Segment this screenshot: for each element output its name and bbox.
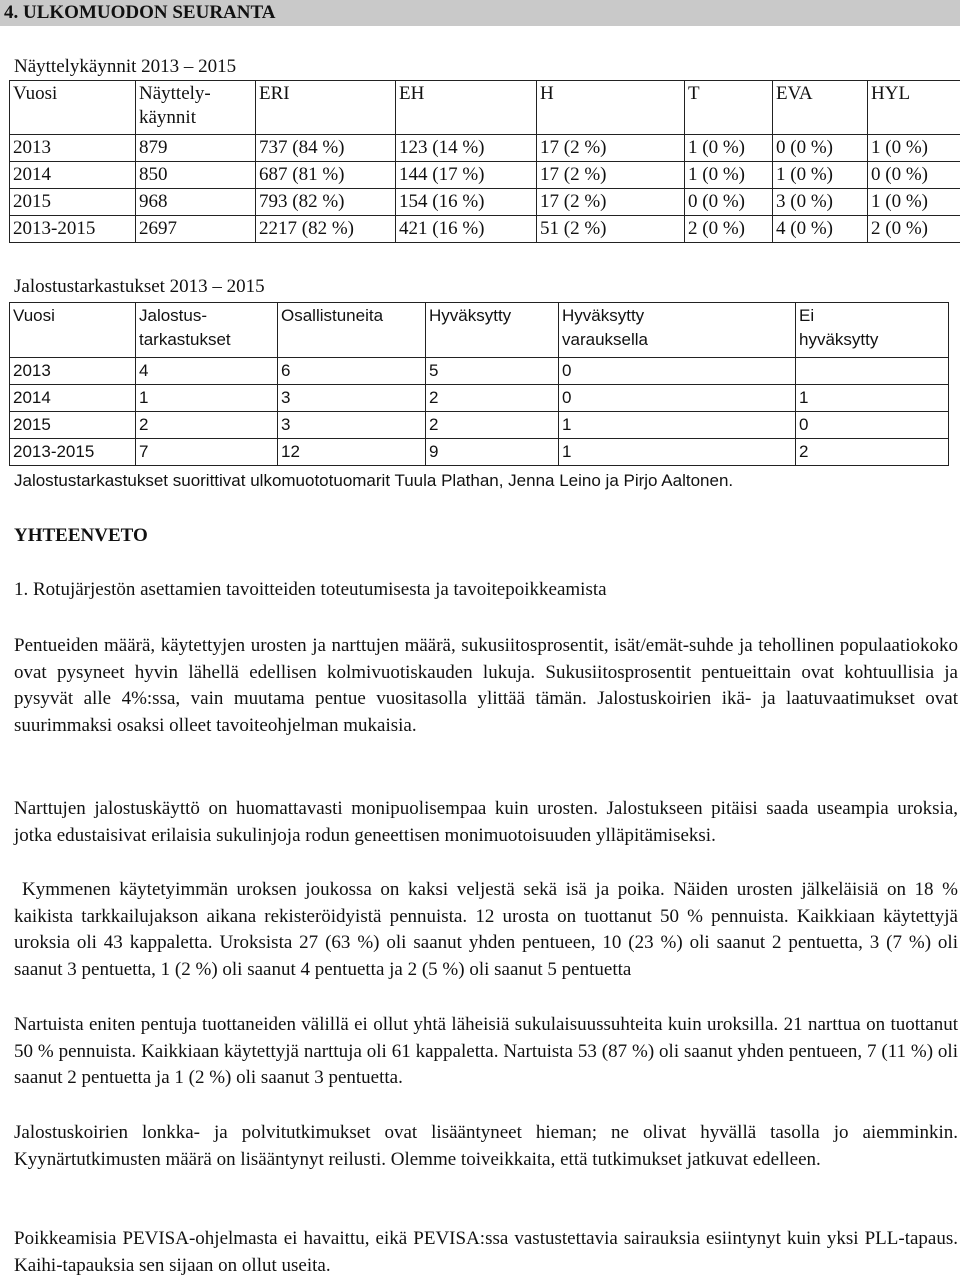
table-cell: 6	[278, 358, 426, 385]
table-cell: 154 (16 %)	[396, 189, 537, 216]
shows-header-cell: Näyttely- käynnit	[136, 81, 256, 135]
table-cell: 2013	[10, 358, 136, 385]
shows-header-cell: H	[537, 81, 685, 135]
table-cell: 2 (0 %)	[868, 216, 960, 243]
table-cell: 1	[559, 439, 796, 466]
table-row	[10, 385, 949, 412]
table-cell: 17 (2 %)	[537, 162, 685, 189]
table-cell: 0 (0 %)	[773, 135, 868, 162]
table-row	[10, 358, 949, 385]
summary-paragraph: Kymmenen käytetyimmän uroksen joukossa on kaksi veljestä sekä isä ja poika. Näiden urosten jälkeläisiä on 18 % kaikista tarkkailujakson aikana rekisteröidyistä pennuista. 12 urosta on tuottanut 50 % pennuista. Kaikkiaan käytettyjä uroksia oli 43 kappaletta. Uroksista 27 (63 %) oli saanut yhden pentueen, 10 (23 %) oli saanut 2 pentuetta, 3 (7 %) oli saanut 3 pentuetta, 1 (2 %) oli saanut 4 pentuetta ja 2 (5 %) oli saanut 5 pentuetta	[14, 879, 958, 980]
table-cell: 1 (0 %)	[685, 135, 773, 162]
table-cell: 1 (0 %)	[868, 189, 960, 216]
table-cell: 17 (2 %)	[537, 135, 685, 162]
shows-header-cell: T	[685, 81, 773, 135]
table-cell: 2217 (82 %)	[256, 216, 396, 243]
table-cell: 0 (0 %)	[685, 189, 773, 216]
table-cell: 2013-2015	[10, 439, 136, 466]
table-cell: 51 (2 %)	[537, 216, 685, 243]
table-cell: 2	[426, 385, 559, 412]
table-cell: 2014	[10, 385, 136, 412]
table-cell: 0	[796, 412, 949, 439]
table-cell: 12	[278, 439, 426, 466]
summary-heading: YHTEENVETO	[14, 525, 148, 546]
table-cell: 879	[136, 135, 256, 162]
summary-paragraph: Poikkeamisia PEVISA-ohjelmasta ei havaittu, eikä PEVISA:ssa vastustettavia sairauksia esiintynyt kuin yksi PLL-tapaus. Kaihi-tapauksia sen sijaan on ollut useita.	[14, 1228, 958, 1276]
table-cell: 2 (0 %)	[685, 216, 773, 243]
table-cell: 4	[136, 358, 278, 385]
table-cell: 687 (81 %)	[256, 162, 396, 189]
table-cell: 4 (0 %)	[773, 216, 868, 243]
breeding-table	[9, 302, 949, 466]
table-cell: 3 (0 %)	[773, 189, 868, 216]
table-cell: 737 (84 %)	[256, 135, 396, 162]
table-cell: 793 (82 %)	[256, 189, 396, 216]
table-cell: 2013	[10, 135, 136, 162]
shows-header-cell: HYL	[868, 81, 960, 135]
table-row	[10, 162, 960, 189]
table-cell: 2	[796, 439, 949, 466]
table-cell: 144 (17 %)	[396, 162, 537, 189]
table-row	[10, 439, 949, 466]
table-cell: 1	[559, 412, 796, 439]
table-row	[10, 216, 960, 243]
breeding-note: Jalostustarkastukset suorittivat ulkomuototuomarit Tuula Plathan, Jenna Leino ja Pirjo Aaltonen.	[14, 471, 734, 490]
table-cell: 2014	[10, 162, 136, 189]
table-cell: 2	[426, 412, 559, 439]
table-cell: 2015	[10, 412, 136, 439]
breeding-table-caption: Jalostustarkastukset 2013 – 2015	[14, 276, 265, 297]
shows-header-row	[10, 81, 960, 135]
table-cell: 1 (0 %)	[868, 135, 960, 162]
breeding-header-cell: Hyväksytty varauksella	[559, 303, 796, 358]
table-cell: 17 (2 %)	[537, 189, 685, 216]
breeding-header-cell: Hyväksytty	[426, 303, 559, 358]
table-row	[10, 189, 960, 216]
summary-paragraph: Nartuista eniten pentuja tuottaneiden välillä ei ollut yhtä läheisiä sukulaisuussuhteita kuin uroksilla. 21 narttua on tuottanut 50 % pennuista. Kaikkiaan käytettyjä narttuja oli 61 kappaletta. Nartuista 53 (87 %) oli saanut yhden pentueen, 7 (11 %) oli saanut 2 pentuetta ja 1 (2 %) oli saanut 3 pentuetta.	[14, 1014, 958, 1088]
shows-header-cell: ERI	[256, 81, 396, 135]
table-cell: 123 (14 %)	[396, 135, 537, 162]
table-cell: 5	[426, 358, 559, 385]
table-cell: 1 (0 %)	[773, 162, 868, 189]
table-cell: 1	[796, 385, 949, 412]
summary-paragraph: Jalostuskoirien lonkka- ja polvitutkimukset ovat lisääntyneet hieman; ne olivat hyvällä tasolla jo aiemminkin. Kyynärtutkimusten määrä on lisääntynyt reilusti. Olemme toiveikkaita, että tutkimukset jatkuvat edelleen.	[14, 1122, 958, 1170]
summary-paragraph: Pentueiden määrä, käytettyjen urosten ja narttujen määrä, sukusiitosprosentit, isät/emät-suhde ja tehollinen populaatiokoko ovat pysyneet hyvin lähellä edellisen kolmivuotiskauden lukuja. Sukusiitosprosentit pentueittain ovat kohtuullisia ja pysyvät alle 4%:ssa, vain muutama pentue vuositasolla ylittää tämän. Jalostuskoirien ikä- ja laatuvaatimukset ovat suurimmaksi osaksi olleet tavoiteohjelman mukaisia.	[14, 635, 958, 736]
table-cell: 0 (0 %)	[868, 162, 960, 189]
summary-subheading: 1. Rotujärjestön asettamien tavoitteiden toteutumisesta ja tavoitepoikkeamista	[14, 579, 607, 600]
table-cell: 3	[278, 412, 426, 439]
table-cell: 0	[559, 358, 796, 385]
shows-table	[9, 80, 960, 243]
breeding-header-row	[10, 303, 949, 358]
table-cell	[796, 358, 949, 385]
table-cell: 2	[136, 412, 278, 439]
breeding-header-cell: Ei hyväksytty	[796, 303, 949, 358]
breeding-header-cell: Jalostus- tarkastukset	[136, 303, 278, 358]
shows-table-caption: Näyttelykäynnit 2013 – 2015	[14, 56, 237, 77]
table-cell: 2013-2015	[10, 216, 136, 243]
shows-header-cell: EVA	[773, 81, 868, 135]
table-cell: 850	[136, 162, 256, 189]
table-row	[10, 412, 949, 439]
table-cell: 1 (0 %)	[685, 162, 773, 189]
table-cell: 9	[426, 439, 559, 466]
breeding-header-cell: Vuosi	[10, 303, 136, 358]
table-cell: 421 (16 %)	[396, 216, 537, 243]
table-cell: 1	[136, 385, 278, 412]
shows-header-cell: EH	[396, 81, 537, 135]
shows-header-cell: Vuosi	[10, 81, 136, 135]
table-cell: 3	[278, 385, 426, 412]
table-cell: 968	[136, 189, 256, 216]
table-cell: 7	[136, 439, 278, 466]
breeding-header-cell: Osallistuneita	[278, 303, 426, 358]
table-cell: 2697	[136, 216, 256, 243]
table-row	[10, 135, 960, 162]
section-title: 4. ULKOMUODON SEURANTA	[0, 0, 960, 26]
table-cell: 2015	[10, 189, 136, 216]
table-cell: 0	[559, 385, 796, 412]
summary-paragraph: Narttujen jalostuskäyttö on huomattavasti monipuolisempaa kuin urosten. Jalostukseen pitäisi saada useampia uroksia, jotka edustaisivat erilaisia sukulinjoja rodun geneettisen monimuotoisuuden ylläpitämiseksi.	[14, 798, 958, 846]
